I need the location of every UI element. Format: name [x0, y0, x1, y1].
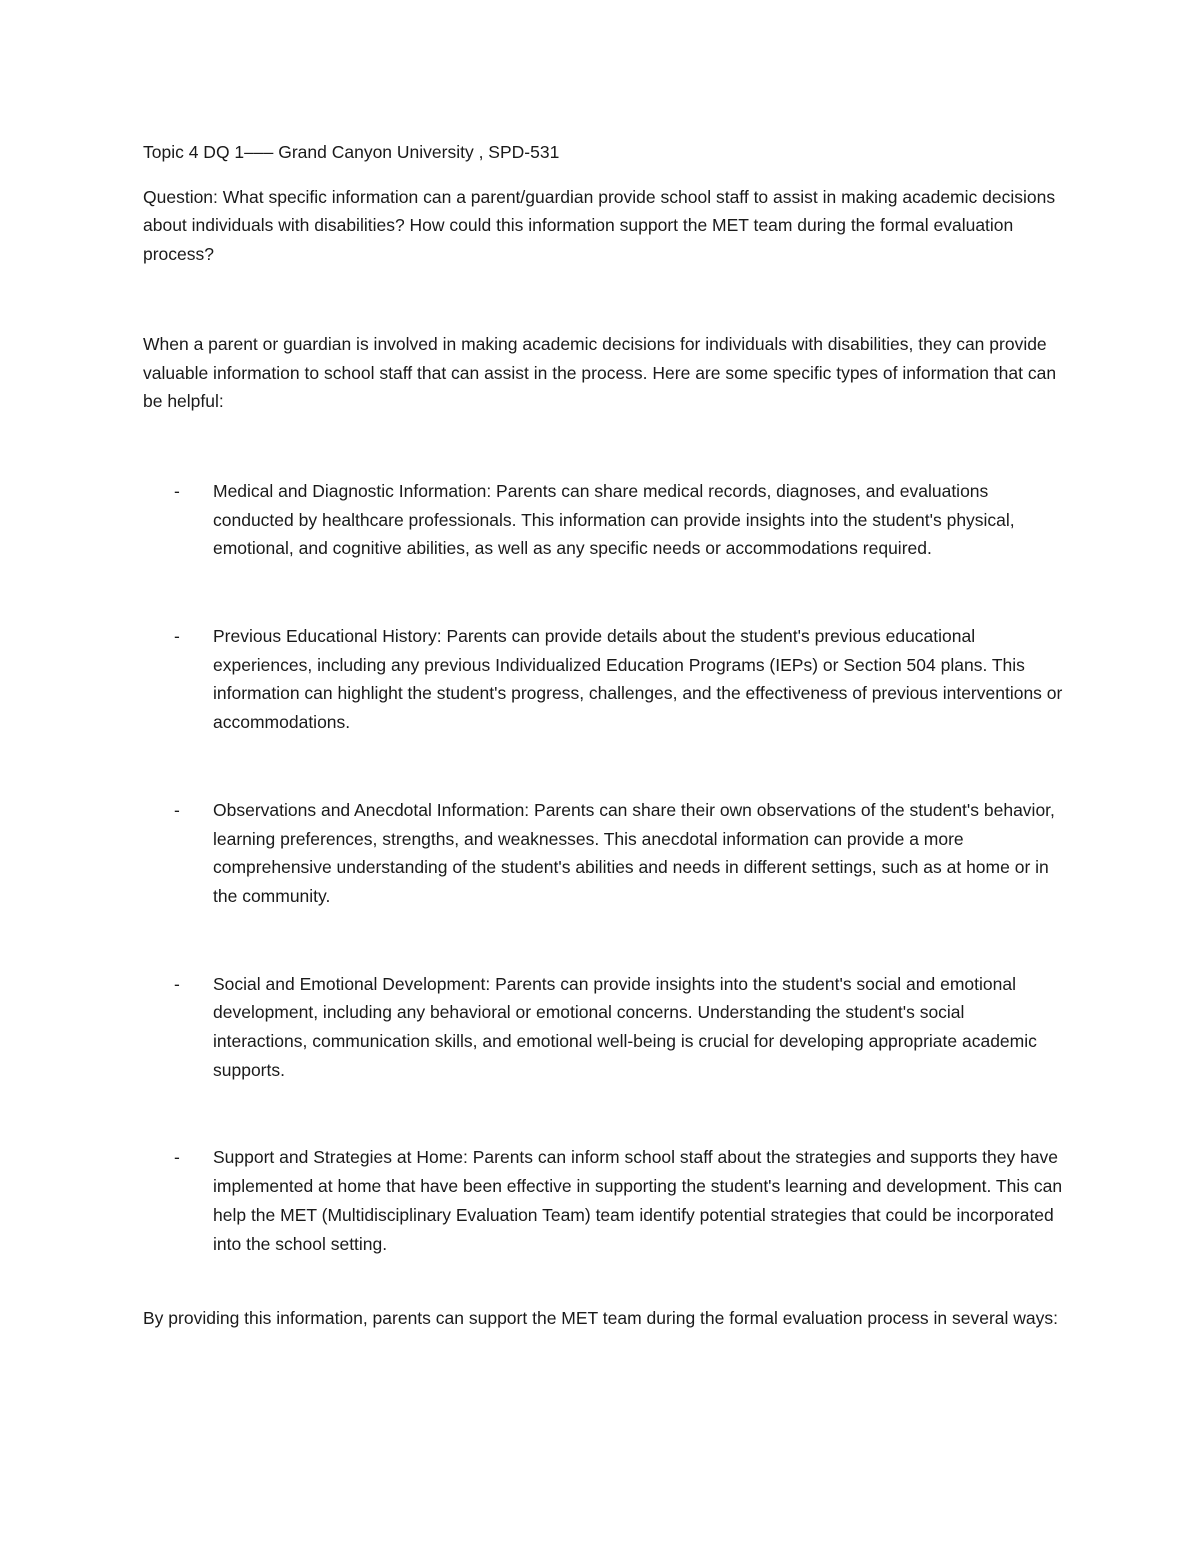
intro-paragraph: When a parent or guardian is involved in making academic decisions for individuals with disabilities, they can provide valuable information to school staff that can assist in the process. Here are some specific types of information that can be helpful:	[143, 333, 1057, 412]
list-item	[143, 1143, 1063, 1258]
document-title: Topic 4 DQ 1––– Grand Canyon University , SPD-531	[143, 142, 560, 162]
bullet-dash: -	[174, 973, 180, 994]
information-list	[143, 477, 1063, 1258]
list-item-text: Medical and Diagnostic Information: Parents can share medical records, diagnoses, and evaluations conducted by healthcare professionals. This information can provide insights into the student's physical, emotional, and cognitive abilities, as well as any specific needs or accommodations required.	[213, 480, 1015, 559]
bullet-dash: -	[174, 626, 180, 647]
list-item	[143, 796, 1063, 911]
bullet-dash: -	[174, 480, 180, 501]
bullet-dash: -	[174, 1147, 180, 1168]
list-item-text: Support and Strategies at Home: Parents can inform school staff about the strategies and supports they have implemented at home that have been effective in supporting the student's learning and development. This can help the MET (Multidisciplinary Evaluation Team) team identify potential strategies that could be incorporated into the school setting.	[213, 1147, 1063, 1254]
list-item-text: Observations and Anecdotal Information: Parents can share their own observations of the student's behavior, learning preferences, strengths, and weaknesses. This anecdotal information can provide a more comprehensive understanding of the student's abilities and needs in different settings, such as at home or in the community.	[213, 799, 1055, 906]
list-item-text: Previous Educational History: Parents can provide details about the student's previous educational experiences, including any previous Individualized Education Programs (IEPs) or Section 504 plans. This information can highlight the student's progress, challenges, and the effectiveness of previous interventions or accommodations.	[213, 626, 1063, 733]
list-item	[143, 477, 1063, 563]
bullet-dash: -	[174, 799, 180, 820]
closing-paragraph: By providing this information, parents can support the MET team during the formal evaluation process in several ways:	[143, 1308, 1058, 1329]
question-paragraph: Question: What specific information can a parent/guardian provide school staff to assist in making academic decisions about individuals with disabilities? How could this information support the MET team during the formal evaluation process?	[143, 186, 1056, 265]
document-page	[143, 138, 1063, 1333]
list-item	[143, 970, 1063, 1085]
list-item-text: Social and Emotional Development: Parents can provide insights into the student's social and emotional development, including any behavioral or emotional concerns. Understanding the student's social interactions, communication skills, and emotional well-being is crucial for developing appropriate academic supports.	[213, 973, 1037, 1080]
list-item	[143, 622, 1063, 737]
